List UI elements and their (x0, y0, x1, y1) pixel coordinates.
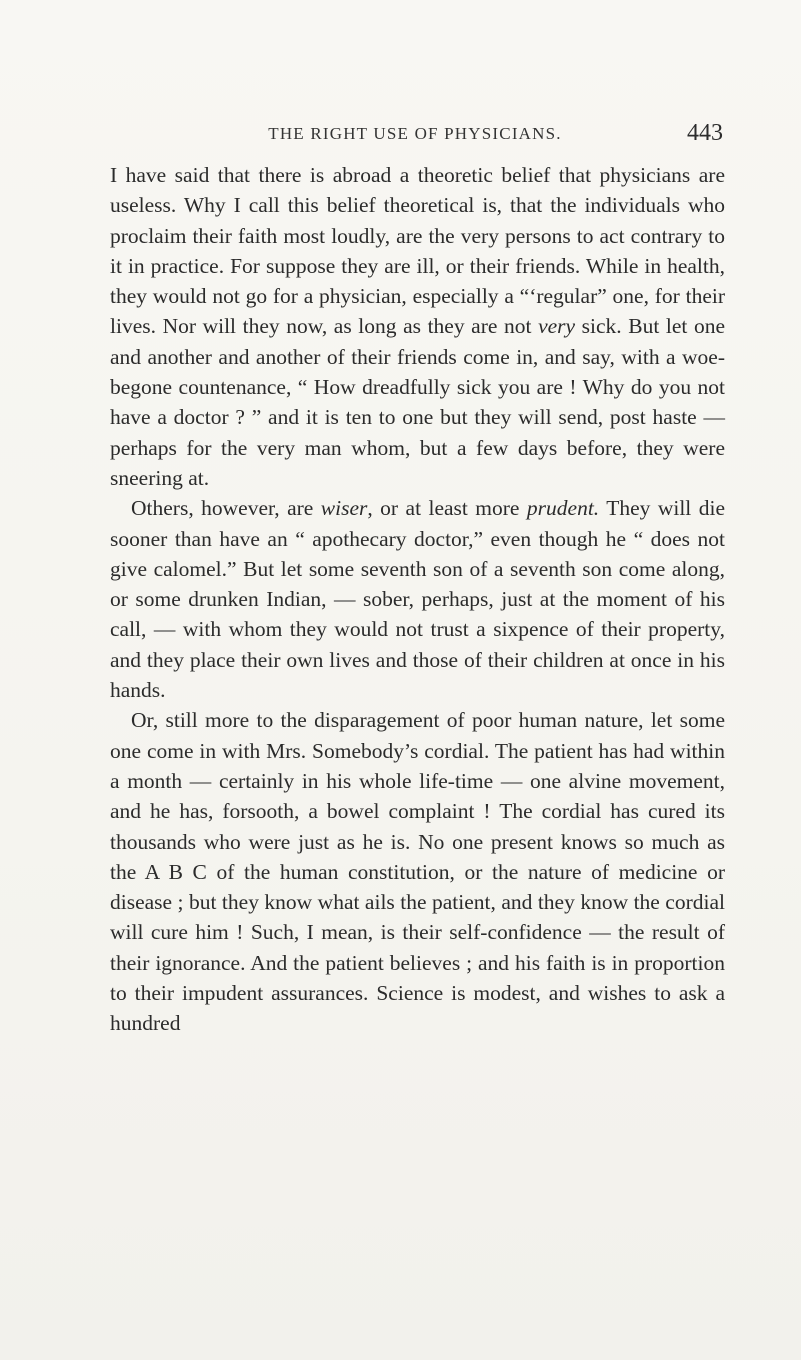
emphasis-very: very (538, 314, 576, 339)
emphasis-wiser: wiser (320, 496, 368, 521)
paragraph-2-text-mid: , or at least more (367, 496, 527, 521)
paragraph-3-text: Or, still more to the disparagement of poor human nature, let some one come in with Mrs. Somebody’s cordial. The patient has had within a month — certainly in his whole life-time — one alvine movement, and he has, forsooth, a bowel complaint ! The cordial has cured its thousands who were just as he is. No one present knows so much as the A B C of the human constitution, or the nature of medicine or disease ; but they know what ails the patient, and they know the cordial will cure him ! Such, I mean, is their self-confidence — the result of their ignorance. And the patient believes ; and his faith is in proportion to their impudent assurances. Science is modest, and wishes to ask a hundred (110, 708, 725, 1036)
running-title: THE RIGHT USE OF PHYSICIANS. (268, 124, 562, 143)
emphasis-prudent: prudent. (526, 496, 600, 521)
paragraph-1-text: I have said that there is abroad a theoretic belief that physicians are useless. Why I call this belief theoretical is, that the individuals who proclaim their faith most loudly, are the very persons to act contrary to it in practice. For suppose they are ill, or their friends. While in health, they would not go for a physician, especially a “‘regular” one, for their lives. Nor will they now, as long as they are not (110, 163, 725, 339)
paragraph-2 (110, 493, 725, 705)
paragraph-1 (110, 160, 725, 493)
paragraph-2-text-continued: They will die sooner than have an “ apothecary doctor,” even though he “ does not give calomel.” But let some seventh son of a seventh son come along, or some drunken Indian, — sober, perhaps, just at the moment of his call, — with whom they would not trust a sixpence of their property, and they place their own lives and those of their children at once in his hands. (110, 496, 725, 703)
page-number: 443 (687, 120, 723, 146)
paragraph-2-text: Others, however, are (131, 496, 321, 521)
running-head (110, 120, 723, 146)
paragraph-3 (110, 705, 725, 1038)
body-text (110, 160, 725, 1039)
paragraph-1-text-continued: sick. But let one and another and another of their friends come in, and say, with a woe-begone countenance, “ How dreadfully sick you are ! Why do you not have a doctor ? ” and it is ten to one but they will send, post haste — perhaps for the very man whom, but a few days before, they were sneering at. (110, 314, 725, 490)
